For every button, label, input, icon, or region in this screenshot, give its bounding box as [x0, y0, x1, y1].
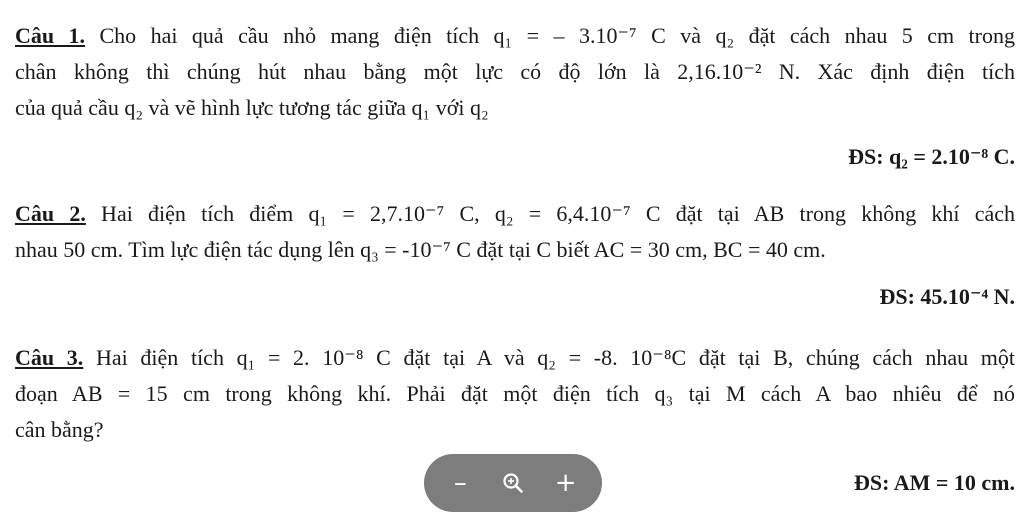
document-page — [15, 0, 1015, 509]
question-3-line-1 — [15, 340, 1015, 376]
question-1 — [15, 18, 1015, 126]
question-2-line-1 — [15, 196, 1015, 232]
answer-3: ĐS: AM = 10 cm. — [853, 470, 1015, 495]
question-2-line-2: nhau 50 cm. Tìm lực điện tác dụng lên q₃ = -10⁻⁷ C đặt tại C biết AC = 30 cm, BC = 40 cm. — [15, 237, 826, 262]
question-3-line-2: đoạn AB = 15 cm trong không khí. Phải đặt một điện tích q₃ tại M cách A bao nhiêu để nó — [15, 381, 1015, 406]
zoom-toolbar — [424, 454, 602, 512]
zoom-out-button[interactable] — [440, 463, 480, 503]
plus-label: + — [554, 468, 577, 498]
zoom-in-button[interactable] — [546, 463, 586, 503]
answer-2: ĐS: 45.10⁻⁴ N. — [879, 284, 1015, 309]
zoom-icon — [502, 472, 524, 494]
minus-label: – — [453, 468, 467, 498]
question-1-label: Câu 1. — [15, 23, 86, 48]
zoom-reset-button[interactable] — [493, 463, 533, 503]
question-1-line-2: chân không thì chúng hút nhau bằng một lực có độ lớn là 2,16.10⁻² N. Xác định điện tích — [15, 59, 1015, 84]
question-3-label: Câu 3. — [15, 345, 84, 370]
question-3 — [15, 340, 1015, 448]
question-1-line-3: của quả cầu q₂ và vẽ hình lực tương tác giữa q₁ với q₂ — [15, 95, 489, 120]
question-3-text-1: Hai điện tích q₁ = 2. 10⁻⁸ C đặt tại A và q₂ = -8. 10⁻⁸C đặt tại B, chúng cách nhau một — [83, 345, 1015, 370]
question-1-line-1 — [15, 18, 1015, 54]
question-2-text-1: Hai điện tích điểm q₁ = 2,7.10⁻⁷ C, q₂ = 6,4.10⁻⁷ C đặt tại AB trong không khí cách — [85, 201, 1016, 226]
question-3-line-3: cân bằng? — [15, 417, 104, 442]
question-1-text-1: Cho hai quả cầu nhỏ mang điện tích q₁ = – 3.10⁻⁷ C và q₂ đặt cách nhau 5 cm trong — [85, 23, 1015, 48]
question-2-label: Câu 2. — [15, 201, 86, 226]
question-2 — [15, 196, 1015, 268]
answer-1: ĐS: q₂ = 2.10⁻⁸ C. — [848, 144, 1015, 169]
